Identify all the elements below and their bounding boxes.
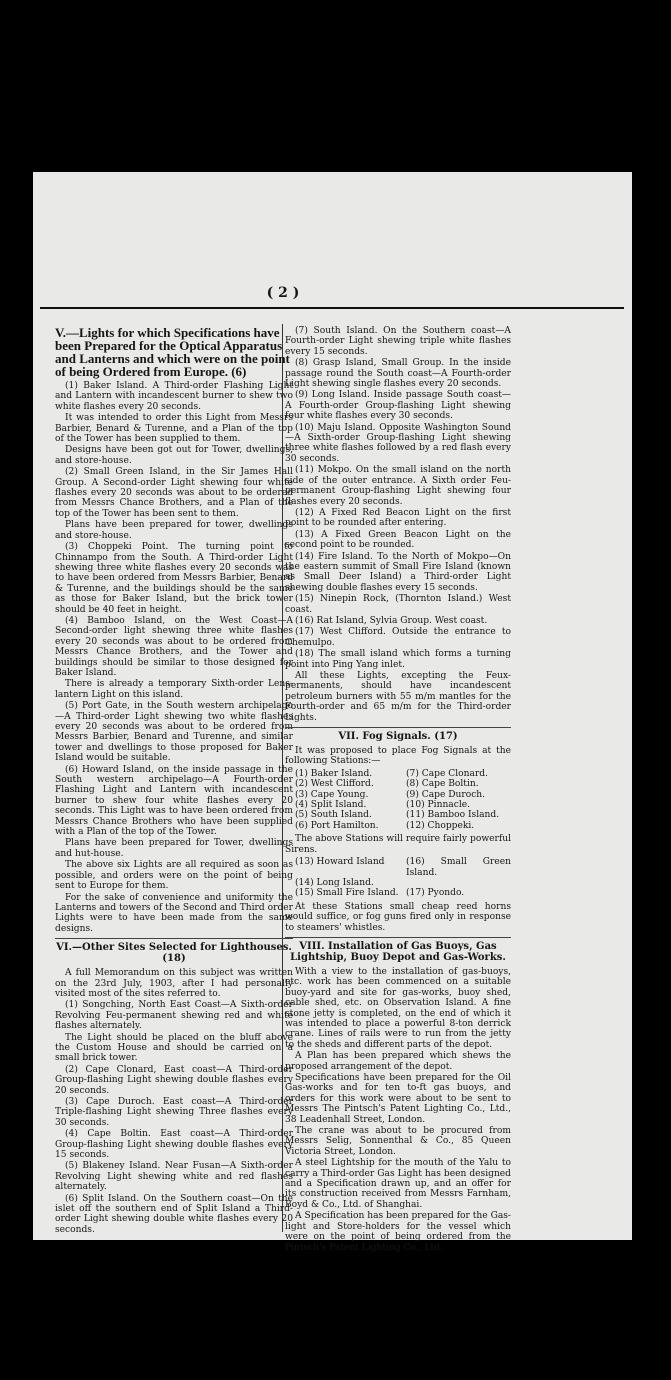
list-item: (1) Baker Island. (295, 768, 373, 779)
list-item: (17) Pyondo. (406, 888, 465, 899)
paragraph: The above Stations will require fairly powerful Sirens. (285, 834, 511, 855)
paragraph: (9) Long Island. Inside passage South coast—A Fourth-order Group-flashing Light shewing four white flashes every 30 seconds. (285, 390, 511, 422)
paragraph: (11) Mokpo. On the small island on the north side of the outer entrance. A Sixth order Feu-permanent Group-flashing Light shewing four flashes every 20 seconds. (285, 465, 511, 507)
section-5-heading: V.—Lights for which Specifications have been Prepared for the Optical Apparatus and Lanterns and which were on the point of being Ordered from Europe. (6) (55, 325, 290, 379)
paragraph: The above six Lights are all required as soon as possible, and orders were on the point of being sent to Europe for them. (55, 860, 293, 892)
paragraph: A steel Lightship for the mouth of the Yalu to carry a Third-order Gas Light has been designed and a Specification drawn up, and an offer for its construction received from Messrs Farnham, Boyd & Co., Ltd. of Shanghai. (285, 1158, 511, 1210)
list-item: (7) Cape Clonard. (406, 768, 488, 779)
list-item: (14) Long Island. (295, 877, 374, 888)
list-item: (10) Pinnacle. (406, 800, 470, 811)
paragraph: (16) Rat Island, Sylvia Group. West coast. (295, 615, 488, 626)
paragraph: With a view to the installation of gas-buoys, etc. work has been commenced on a suitable buoy-yard and site for gas-works, buoy shed, cable shed, etc. on Observation Island. A fine stone jetty is completed, on the end of which it was intended to place a powerful 8-ton derrick crane. Lines of rails were to run from the jetty to the sheds and different parts of the depot. (285, 966, 511, 1050)
list-item: (6) Port Hamilton. (295, 820, 379, 831)
fog-signal-list-1 (295, 769, 511, 831)
header-rule (40, 307, 624, 309)
list-item: (16) Small Green Island. (406, 857, 511, 878)
paragraph: There is already a temporary Sixth-order Lens-lantern Light on this island. (55, 679, 293, 700)
section-8-heading: VIII. Installation of Gas Buoys, Gas Lightship, Buoy Depot and Gas-Works. (285, 937, 511, 963)
paragraph: (18) The small island which forms a turning point into Ping Yang inlet. (285, 649, 511, 670)
list-item: (4) Split Island. (295, 800, 367, 811)
list-item: (11) Bamboo Island. (406, 810, 500, 821)
fog-signal-list-2 (295, 857, 511, 899)
paragraph: (4) Bamboo Island, on the West Coast—A Second-order light shewing three white flashes every 20 seconds was about to be ordered from Messrs Chance Brothers, and the Tower and buildings should be similar to those designed for Baker Island. (55, 615, 293, 678)
paragraph: (1) Songching, North East Coast—A Sixth-order Revolving Feu-permanent shewing red and white flashes alternately. (55, 1000, 293, 1032)
list-item: (8) Cape Boltin. (406, 779, 479, 790)
paragraph: (14) Fire Island. To the North of Mokpo—On the eastern summit of Small Fire Island (known as Small Deer Island) a Third-order Light shewing double flashes every 15 seconds. (285, 551, 511, 593)
paragraph: (5) Port Gate, in the South western archipelago—A Third-order Light shewing two white flashes every 20 seconds was about to be ordered from Messrs Barbier, Benard and Turenne, and similar tower and dwellings to those proposed for Baker Island would be suitable. (55, 701, 293, 764)
paragraph: (2) Small Green Island, in the Sir James Hall Group. A Second-order Light shewing four white flashes every 20 seconds was about to be ordered from Messrs Chance Brothers, and a Plan of the top of the Tower has been sent to them. (55, 467, 293, 519)
paragraph: (8) Grasp Island, Small Group. In the inside passage round the South coast—A Fourth-order Light shewing single flashes every 20 seconds. (285, 358, 511, 390)
paragraph: The Light should be placed on the bluff above the Custom House and should be carried on a small brick tower. (55, 1032, 293, 1064)
paragraph: (10) Maju Island. Opposite Washington Sound—A Sixth-order Group-flashing Light shewing three white flashes followed by a red flash every 30 seconds. (285, 422, 511, 464)
list-item: (15) Small Fire Island. (295, 888, 399, 899)
section-7-heading: VII. Fog Signals. (17) (285, 727, 511, 742)
paragraph: (3) Choppeki Point. The turning point to Chinnampo from the South. A Third-order Light shewing three white flashes every 20 seconds was to have been ordered from Messrs Barbier, Benard & Turenne, and the buildings should be the same as those for Baker Island, but the brick tower should be 40 feet in height. (55, 542, 293, 615)
paragraph: (1) Baker Island. A Third-order Flashing Light and Lantern with incandescent burner to shew two white flashes every 20 seconds. (55, 381, 293, 412)
list-item: (9) Cape Duroch. (406, 789, 486, 800)
paragraph: All these Lights, excepting the Feux-permanents, should have incandescent petroleum burners with 55 m/m mantles for the Fourth-order and 65 m/m for the Third-order Lights. (285, 671, 511, 723)
paragraph: (6) Split Island. On the Southern coast—On the islet off the southern end of Split Island a Third-order Light shewing double white flashes every 20 seconds. (55, 1193, 293, 1235)
paragraph: (6) Howard Island, on the inside passage in the South western archipelago—A Fourth-order Flashing Light and Lantern with incandescent burner to shew four white flashes every 20 seconds. This Light was to have been ordered from Messrs Chance Brothers who have been supplied with a Plan of the top of the Tower. (55, 764, 293, 838)
paragraph: (5) Blakeney Island. Near Fusan—A Sixth-order Revolving Light shewing white and red flashes alternately. (55, 1161, 293, 1193)
paragraph: A Plan has been prepared which shews the proposed arrangement of the depot. (285, 1051, 511, 1072)
paragraph: Designs have been got out for Tower, dwellings, and store-house. (55, 445, 293, 466)
paragraph: Specifications have been prepared for the Oil Gas-works and for ten to-ft gas buoys, and orders for this work were about to be sent to Messrs The Pintsch's Patent Lighting Co., Ltd., 38 Leadenhall Street, London. (285, 1073, 511, 1125)
paragraph: (2) Cape Clonard, East coast—A Third-order Group-flashing Light shewing double flashes every 20 seconds. (55, 1064, 293, 1096)
list-item: (13) Howard Island (295, 857, 385, 868)
section-6-heading: VI.—Other Sites Selected for Lighthouses. (18) (55, 938, 293, 964)
paragraph: (7) South Island. On the Southern coast—A Fourth-order Light shewing triple white flashes every 15 seconds. (285, 326, 511, 357)
right-column (285, 326, 511, 1254)
list-item: (3) Cape Young. (295, 789, 369, 800)
paragraph: (15) Ninepin Rock, (Thornton Island.) West coast. (285, 594, 511, 615)
paragraph: A Specification has been prepared for the Gas-light and Store-holders for the vessel which were on the point of being ordered from the Pintsch's Patent Lighting Co., Ltd. (285, 1211, 511, 1253)
paragraph: (17) West Clifford. Outside the entrance to Chemulpo. (285, 627, 511, 648)
paragraph: It was proposed to place Fog Signals at the following Stations:— (285, 746, 511, 767)
left-column (55, 326, 293, 1236)
document-page (33, 172, 632, 1253)
paragraph: (4) Cape Boltin. East coast—A Third-order Group-flashing Light shewing double flashes every 15 seconds. (55, 1129, 293, 1161)
paragraph: Plans have been prepared for tower, dwellings and store-house. (55, 520, 293, 541)
paragraph: For the sake of convenience and uniformity the Lanterns and towers of the Second and Third order Lights were to have been made from the same designs. (55, 892, 293, 934)
paragraph: A full Memorandum on this subject was written on the 23rd July, 1903, after I had personally visited most of the sites referred to. (55, 968, 293, 999)
list-item (406, 878, 511, 888)
page-number: ( 2 ) (266, 285, 300, 301)
list-item: (2) West Clifford. (295, 779, 374, 790)
paragraph: (12) A Fixed Red Beacon Light on the first point to be rounded after entering. (285, 507, 511, 529)
list-item: (12) Choppeki. (406, 820, 475, 831)
list-item: (5) South Island. (295, 810, 372, 821)
paragraph: (13) A Fixed Green Beacon Light on the second point to be rounded. (285, 529, 511, 551)
paragraph: At these Stations small cheap reed horns would suffice, or fog guns fired only in response to steamers' whistles. (285, 901, 511, 933)
paragraph: Plans have been prepared for Tower, dwellings and hut-house. (55, 838, 293, 859)
paragraph: The crane was about to be procured from Messrs Selig, Sonnenthal & Co., 85 Queen Victoria Street, London. (285, 1126, 511, 1157)
paragraph: It was intended to order this Light from Messrs Barbier, Benard & Turenne, and a Plan of the top of the Tower has been supplied to them. (55, 413, 293, 445)
paragraph: (3) Cape Duroch. East coast—A Third-order Triple-flashing Light shewing Three flashes every 30 seconds. (55, 1097, 293, 1128)
